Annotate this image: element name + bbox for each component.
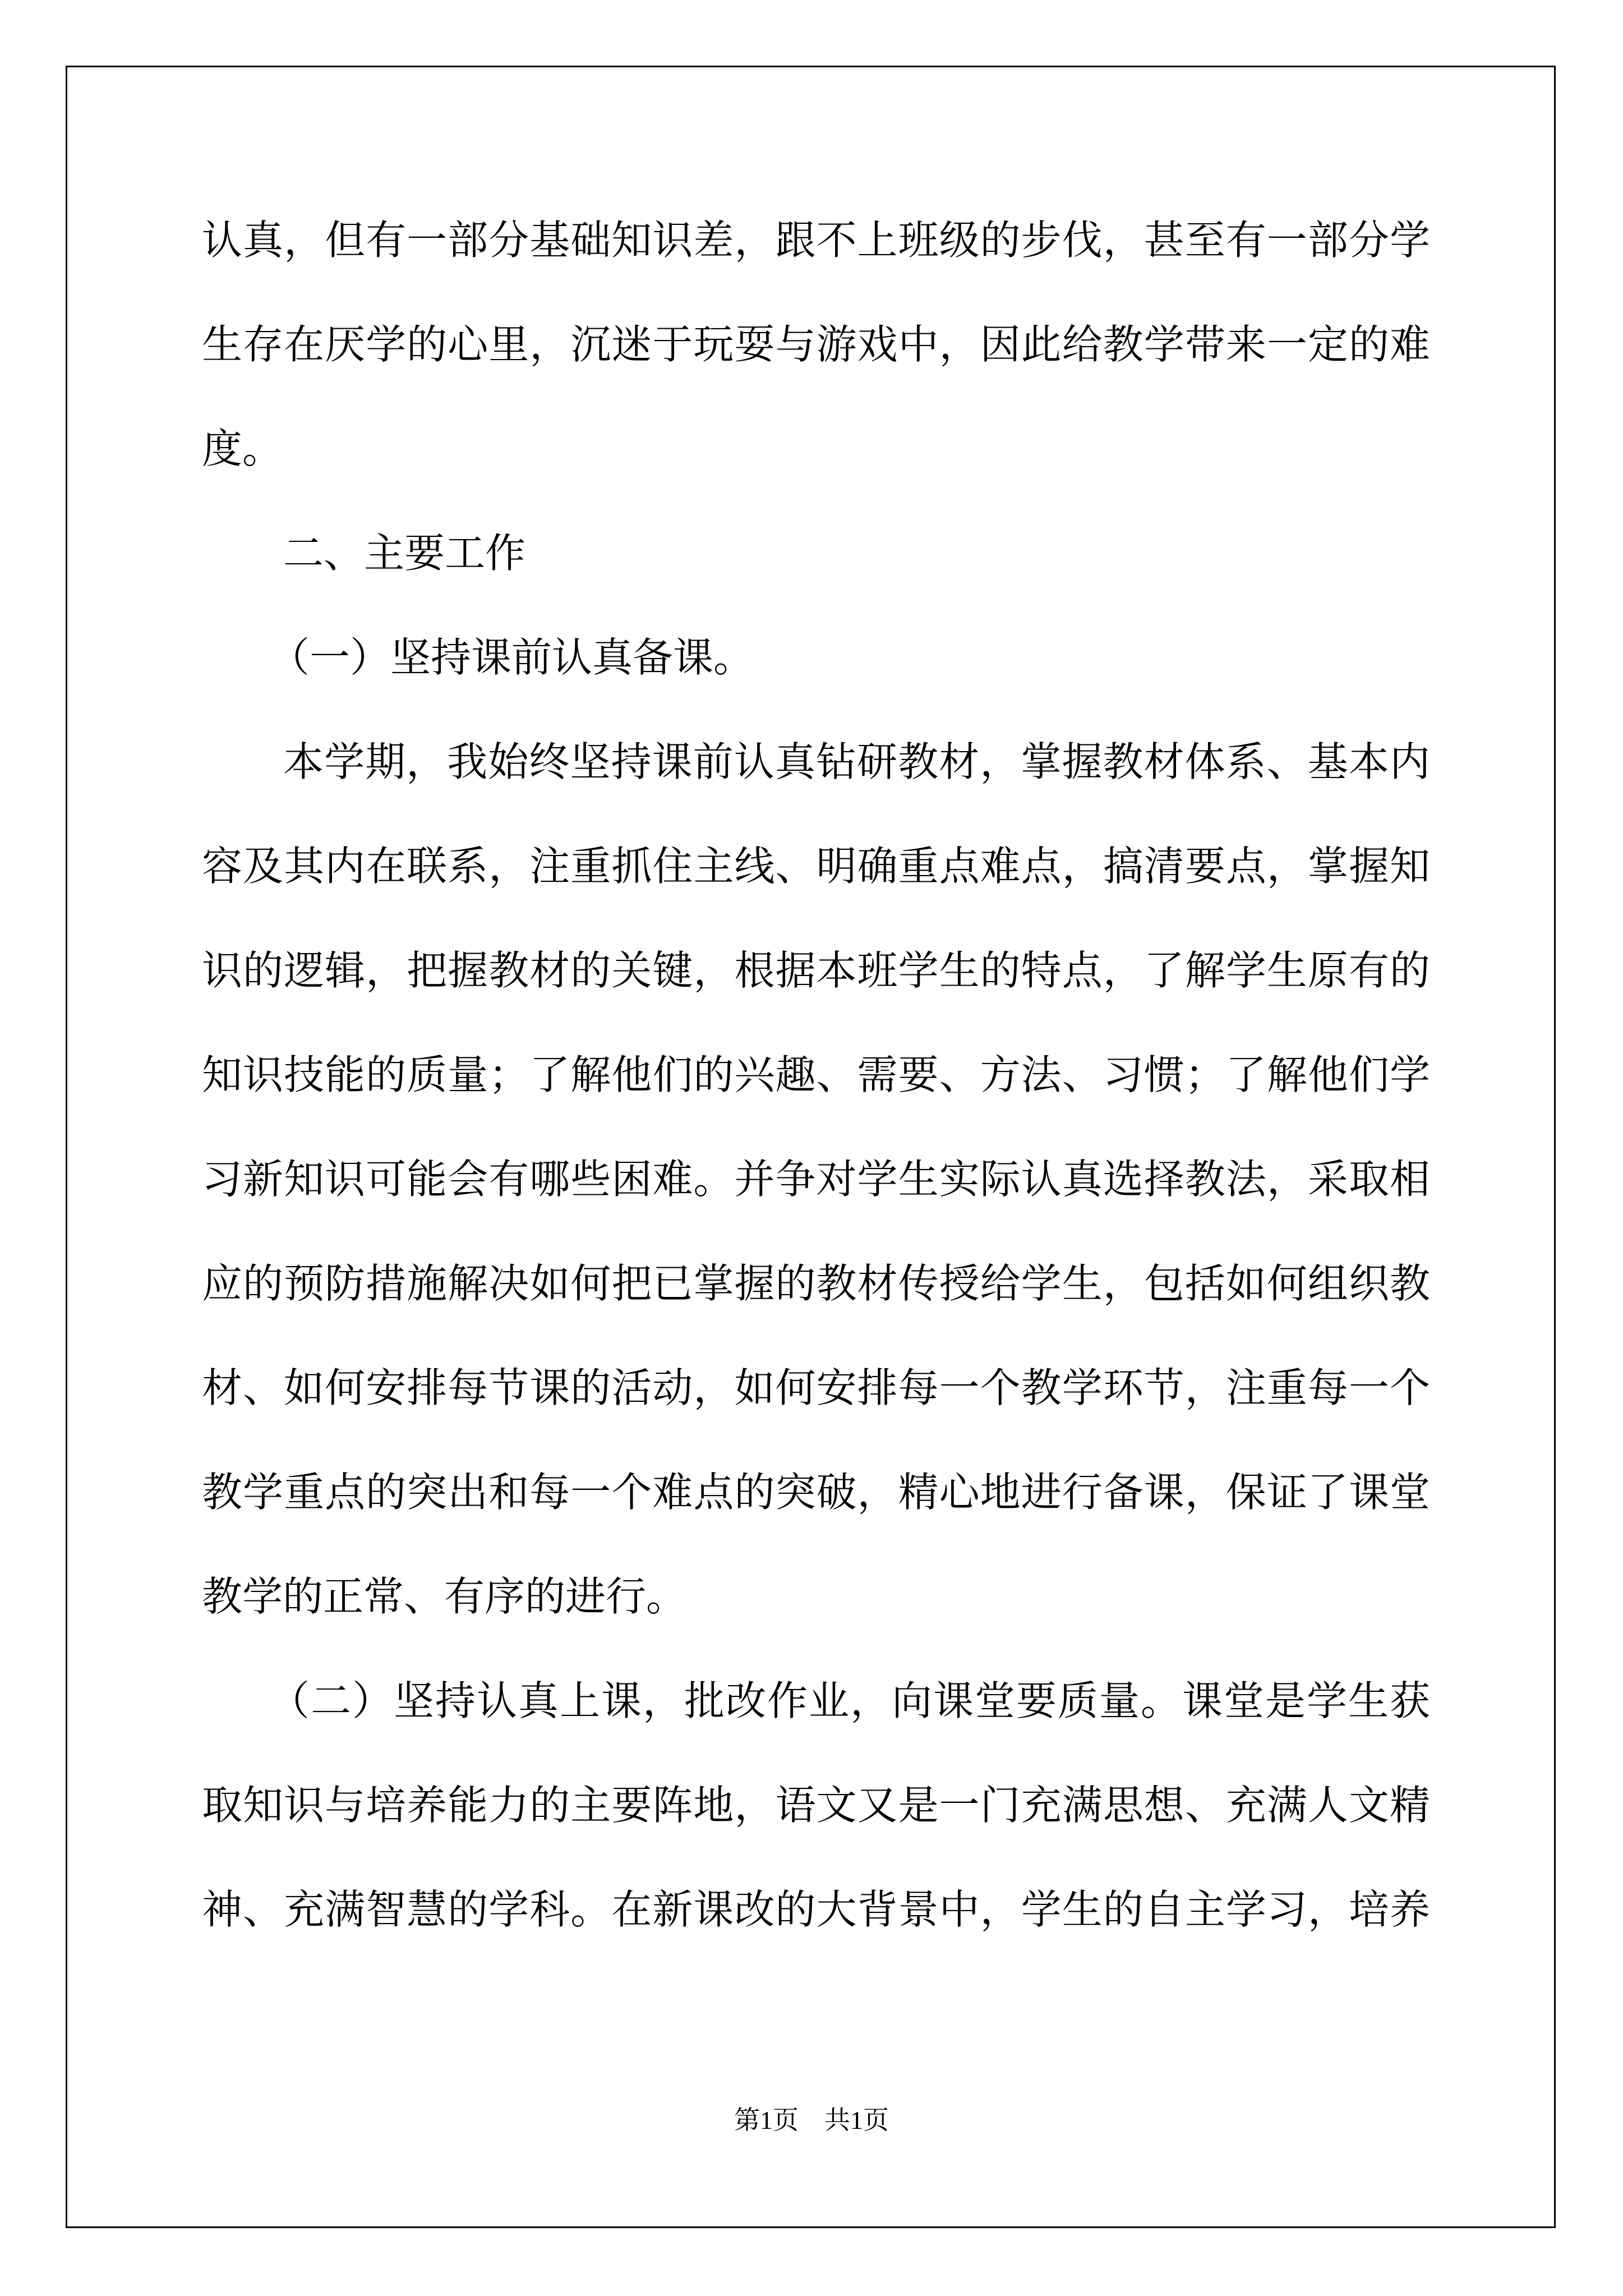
text-line: 教学的正常、有序的进行。 (202, 1573, 687, 1620)
text-line: 生存在厌学的心里，沉迷于玩耍与游戏中，因此给教学带来一定的难 (202, 321, 1430, 368)
subsection-heading: （一）坚持课前认真备课。 (269, 634, 754, 681)
text-line: 材、如何安排每节课的活动，如何安排每一个教学环节，注重每一个 (202, 1364, 1430, 1411)
page-number-footer: 第1页 共1页 (734, 2106, 889, 2134)
text-line: 容及其内在联系，注重抓住主线、明确重点难点，搞清要点，掌握知 (202, 843, 1430, 890)
text-line: 认真，但有一部分基础知识差，跟不上班级的步伐，甚至有一部分学 (202, 217, 1430, 264)
text-line: 知识技能的质量；了解他们的兴趣、需要、方法、习惯；了解他们学 (202, 1051, 1430, 1098)
text-line: 识的逻辑，把握教材的关键，根据本班学生的特点，了解学生原有的 (202, 947, 1430, 994)
section-heading: 二、主要工作 (283, 530, 526, 577)
text-line: 应的预防措施解决如何把已掌握的教材传授给学生，包括如何组织教 (202, 1260, 1430, 1307)
text-line: 度。 (202, 425, 283, 472)
text-line: 习新知识可能会有哪些困难。并争对学生实际认真选择教法，采取相 (202, 1156, 1430, 1203)
text-line: 神、充满智慧的学科。在新课改的大背景中，学生的自主学习，培养 (202, 1886, 1430, 1933)
text-line: （二）坚持认真上课，批改作业，向课堂要质量。课堂是学生获 (269, 1677, 1430, 1724)
text-line: 本学期，我始终坚持课前认真钻研教材，掌握教材体系、基本内 (283, 738, 1430, 785)
text-line: 取知识与培养能力的主要阵地，语文又是一门充满思想、充满人文精 (202, 1782, 1430, 1829)
text-line: 教学重点的突出和每一个难点的突破，精心地进行备课，保证了课堂 (202, 1469, 1430, 1516)
